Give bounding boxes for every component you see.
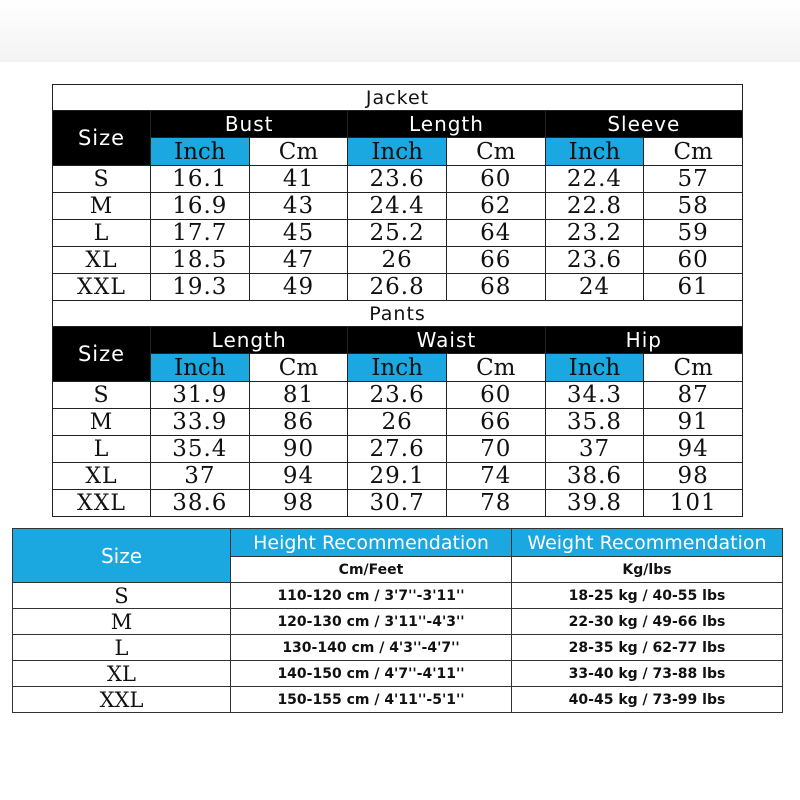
size-cell: S: [53, 382, 151, 409]
value-cell: 43: [249, 193, 348, 220]
value-cell: 16.9: [151, 193, 250, 220]
value-cell: 94: [644, 436, 743, 463]
unit-inch: Inch: [151, 138, 250, 166]
value-cell: 30.7: [348, 490, 447, 517]
weight-cell: 22-30 kg / 49-66 lbs: [512, 609, 783, 635]
recommendation-row: [13, 661, 783, 687]
recommendation-size-header: Size: [13, 529, 231, 583]
pants-row: [53, 463, 743, 490]
unit-cm: Cm: [249, 354, 348, 382]
size-cell: L: [13, 635, 231, 661]
pants-row: [53, 382, 743, 409]
value-cell: 29.1: [348, 463, 447, 490]
unit-inch: Inch: [545, 138, 644, 166]
value-cell: 26: [348, 247, 447, 274]
value-cell: 60: [446, 166, 545, 193]
height-cell: 120-130 cm / 3'11''-4'3'': [231, 609, 512, 635]
weight-unit: Kg/lbs: [512, 557, 783, 583]
value-cell: 45: [249, 220, 348, 247]
weight-recommendation-header: Weight Recommendation: [512, 529, 783, 557]
size-cell: L: [53, 436, 151, 463]
jacket-title-row: [53, 85, 743, 111]
size-cell: S: [13, 583, 231, 609]
value-cell: 34.3: [545, 382, 644, 409]
unit-inch: Inch: [348, 354, 447, 382]
size-cell: XXL: [13, 687, 231, 713]
value-cell: 98: [644, 463, 743, 490]
value-cell: 60: [644, 247, 743, 274]
value-cell: 98: [249, 490, 348, 517]
pants-title-row: [53, 301, 743, 327]
pants-size-header: Size: [53, 327, 151, 382]
value-cell: 24.4: [348, 193, 447, 220]
value-cell: 26: [348, 409, 447, 436]
value-cell: 62: [446, 193, 545, 220]
value-cell: 64: [446, 220, 545, 247]
weight-cell: 33-40 kg / 73-88 lbs: [512, 661, 783, 687]
weight-cell: 40-45 kg / 73-99 lbs: [512, 687, 783, 713]
value-cell: 47: [249, 247, 348, 274]
size-cell: XXL: [53, 274, 151, 301]
value-cell: 35.8: [545, 409, 644, 436]
value-cell: 23.6: [545, 247, 644, 274]
value-cell: 22.8: [545, 193, 644, 220]
height-cell: 130-140 cm / 4'3''-4'7'': [231, 635, 512, 661]
pants-title: Pants: [53, 301, 743, 327]
value-cell: 31.9: [151, 382, 250, 409]
jacket-row: [53, 193, 743, 220]
unit-inch: Inch: [151, 354, 250, 382]
unit-cm: Cm: [644, 354, 743, 382]
value-cell: 68: [446, 274, 545, 301]
value-cell: 101: [644, 490, 743, 517]
height-cell: 150-155 cm / 4'11''-5'1'': [231, 687, 512, 713]
unit-cm: Cm: [446, 138, 545, 166]
value-cell: 33.9: [151, 409, 250, 436]
size-cell: M: [53, 193, 151, 220]
size-cell: XL: [53, 247, 151, 274]
value-cell: 57: [644, 166, 743, 193]
value-cell: 19.3: [151, 274, 250, 301]
weight-cell: 28-35 kg / 62-77 lbs: [512, 635, 783, 661]
size-cell: L: [53, 220, 151, 247]
jacket-unit-row: [53, 138, 743, 166]
value-cell: 41: [249, 166, 348, 193]
height-unit: Cm/Feet: [231, 557, 512, 583]
value-cell: 66: [446, 247, 545, 274]
value-cell: 59: [644, 220, 743, 247]
pants-row: [53, 490, 743, 517]
jacket-row: [53, 220, 743, 247]
height-cell: 140-150 cm / 4'7''-4'11'': [231, 661, 512, 687]
value-cell: 18.5: [151, 247, 250, 274]
size-cell: S: [53, 166, 151, 193]
value-cell: 49: [249, 274, 348, 301]
value-cell: 38.6: [151, 490, 250, 517]
size-chart-table: [52, 84, 743, 517]
jacket-row: [53, 274, 743, 301]
size-cell: XL: [53, 463, 151, 490]
size-cell: M: [53, 409, 151, 436]
value-cell: 70: [446, 436, 545, 463]
value-cell: 66: [446, 409, 545, 436]
value-cell: 25.2: [348, 220, 447, 247]
value-cell: 81: [249, 382, 348, 409]
value-cell: 35.4: [151, 436, 250, 463]
value-cell: 87: [644, 382, 743, 409]
weight-cell: 18-25 kg / 40-55 lbs: [512, 583, 783, 609]
value-cell: 37: [545, 436, 644, 463]
pants-group-row: [53, 327, 743, 354]
height-recommendation-header: Height Recommendation: [231, 529, 512, 557]
value-cell: 94: [249, 463, 348, 490]
value-cell: 61: [644, 274, 743, 301]
jacket-title: Jacket: [53, 85, 743, 111]
recommendation-row: [13, 687, 783, 713]
value-cell: 37: [151, 463, 250, 490]
recommendation-header-row: [13, 529, 783, 557]
top-band: [0, 0, 800, 62]
pants-row: [53, 409, 743, 436]
value-cell: 22.4: [545, 166, 644, 193]
value-cell: 78: [446, 490, 545, 517]
value-cell: 60: [446, 382, 545, 409]
pants-waist-header: Waist: [348, 327, 545, 354]
size-cell: XL: [13, 661, 231, 687]
value-cell: 16.1: [151, 166, 250, 193]
unit-inch: Inch: [545, 354, 644, 382]
pants-row: [53, 436, 743, 463]
size-cell: M: [13, 609, 231, 635]
unit-cm: Cm: [446, 354, 545, 382]
height-cell: 110-120 cm / 3'7''-3'11'': [231, 583, 512, 609]
value-cell: 24: [545, 274, 644, 301]
size-cell: XXL: [53, 490, 151, 517]
value-cell: 23.6: [348, 166, 447, 193]
value-cell: 91: [644, 409, 743, 436]
recommendation-row: [13, 583, 783, 609]
unit-inch: Inch: [348, 138, 447, 166]
value-cell: 86: [249, 409, 348, 436]
recommendation-table: [12, 528, 783, 713]
unit-cm: Cm: [249, 138, 348, 166]
value-cell: 23.2: [545, 220, 644, 247]
value-cell: 38.6: [545, 463, 644, 490]
value-cell: 23.6: [348, 382, 447, 409]
recommendation-row: [13, 635, 783, 661]
value-cell: 58: [644, 193, 743, 220]
jacket-group-row: [53, 111, 743, 138]
value-cell: 90: [249, 436, 348, 463]
pants-unit-row: [53, 354, 743, 382]
value-cell: 17.7: [151, 220, 250, 247]
jacket-sleeve-header: Sleeve: [545, 111, 742, 138]
recommendation-row: [13, 609, 783, 635]
value-cell: 74: [446, 463, 545, 490]
value-cell: 26.8: [348, 274, 447, 301]
value-cell: 39.8: [545, 490, 644, 517]
jacket-bust-header: Bust: [151, 111, 348, 138]
value-cell: 27.6: [348, 436, 447, 463]
jacket-row: [53, 247, 743, 274]
jacket-size-header: Size: [53, 111, 151, 166]
pants-hip-header: Hip: [545, 327, 742, 354]
jacket-length-header: Length: [348, 111, 545, 138]
unit-cm: Cm: [644, 138, 743, 166]
pants-length-header: Length: [151, 327, 348, 354]
jacket-row: [53, 166, 743, 193]
